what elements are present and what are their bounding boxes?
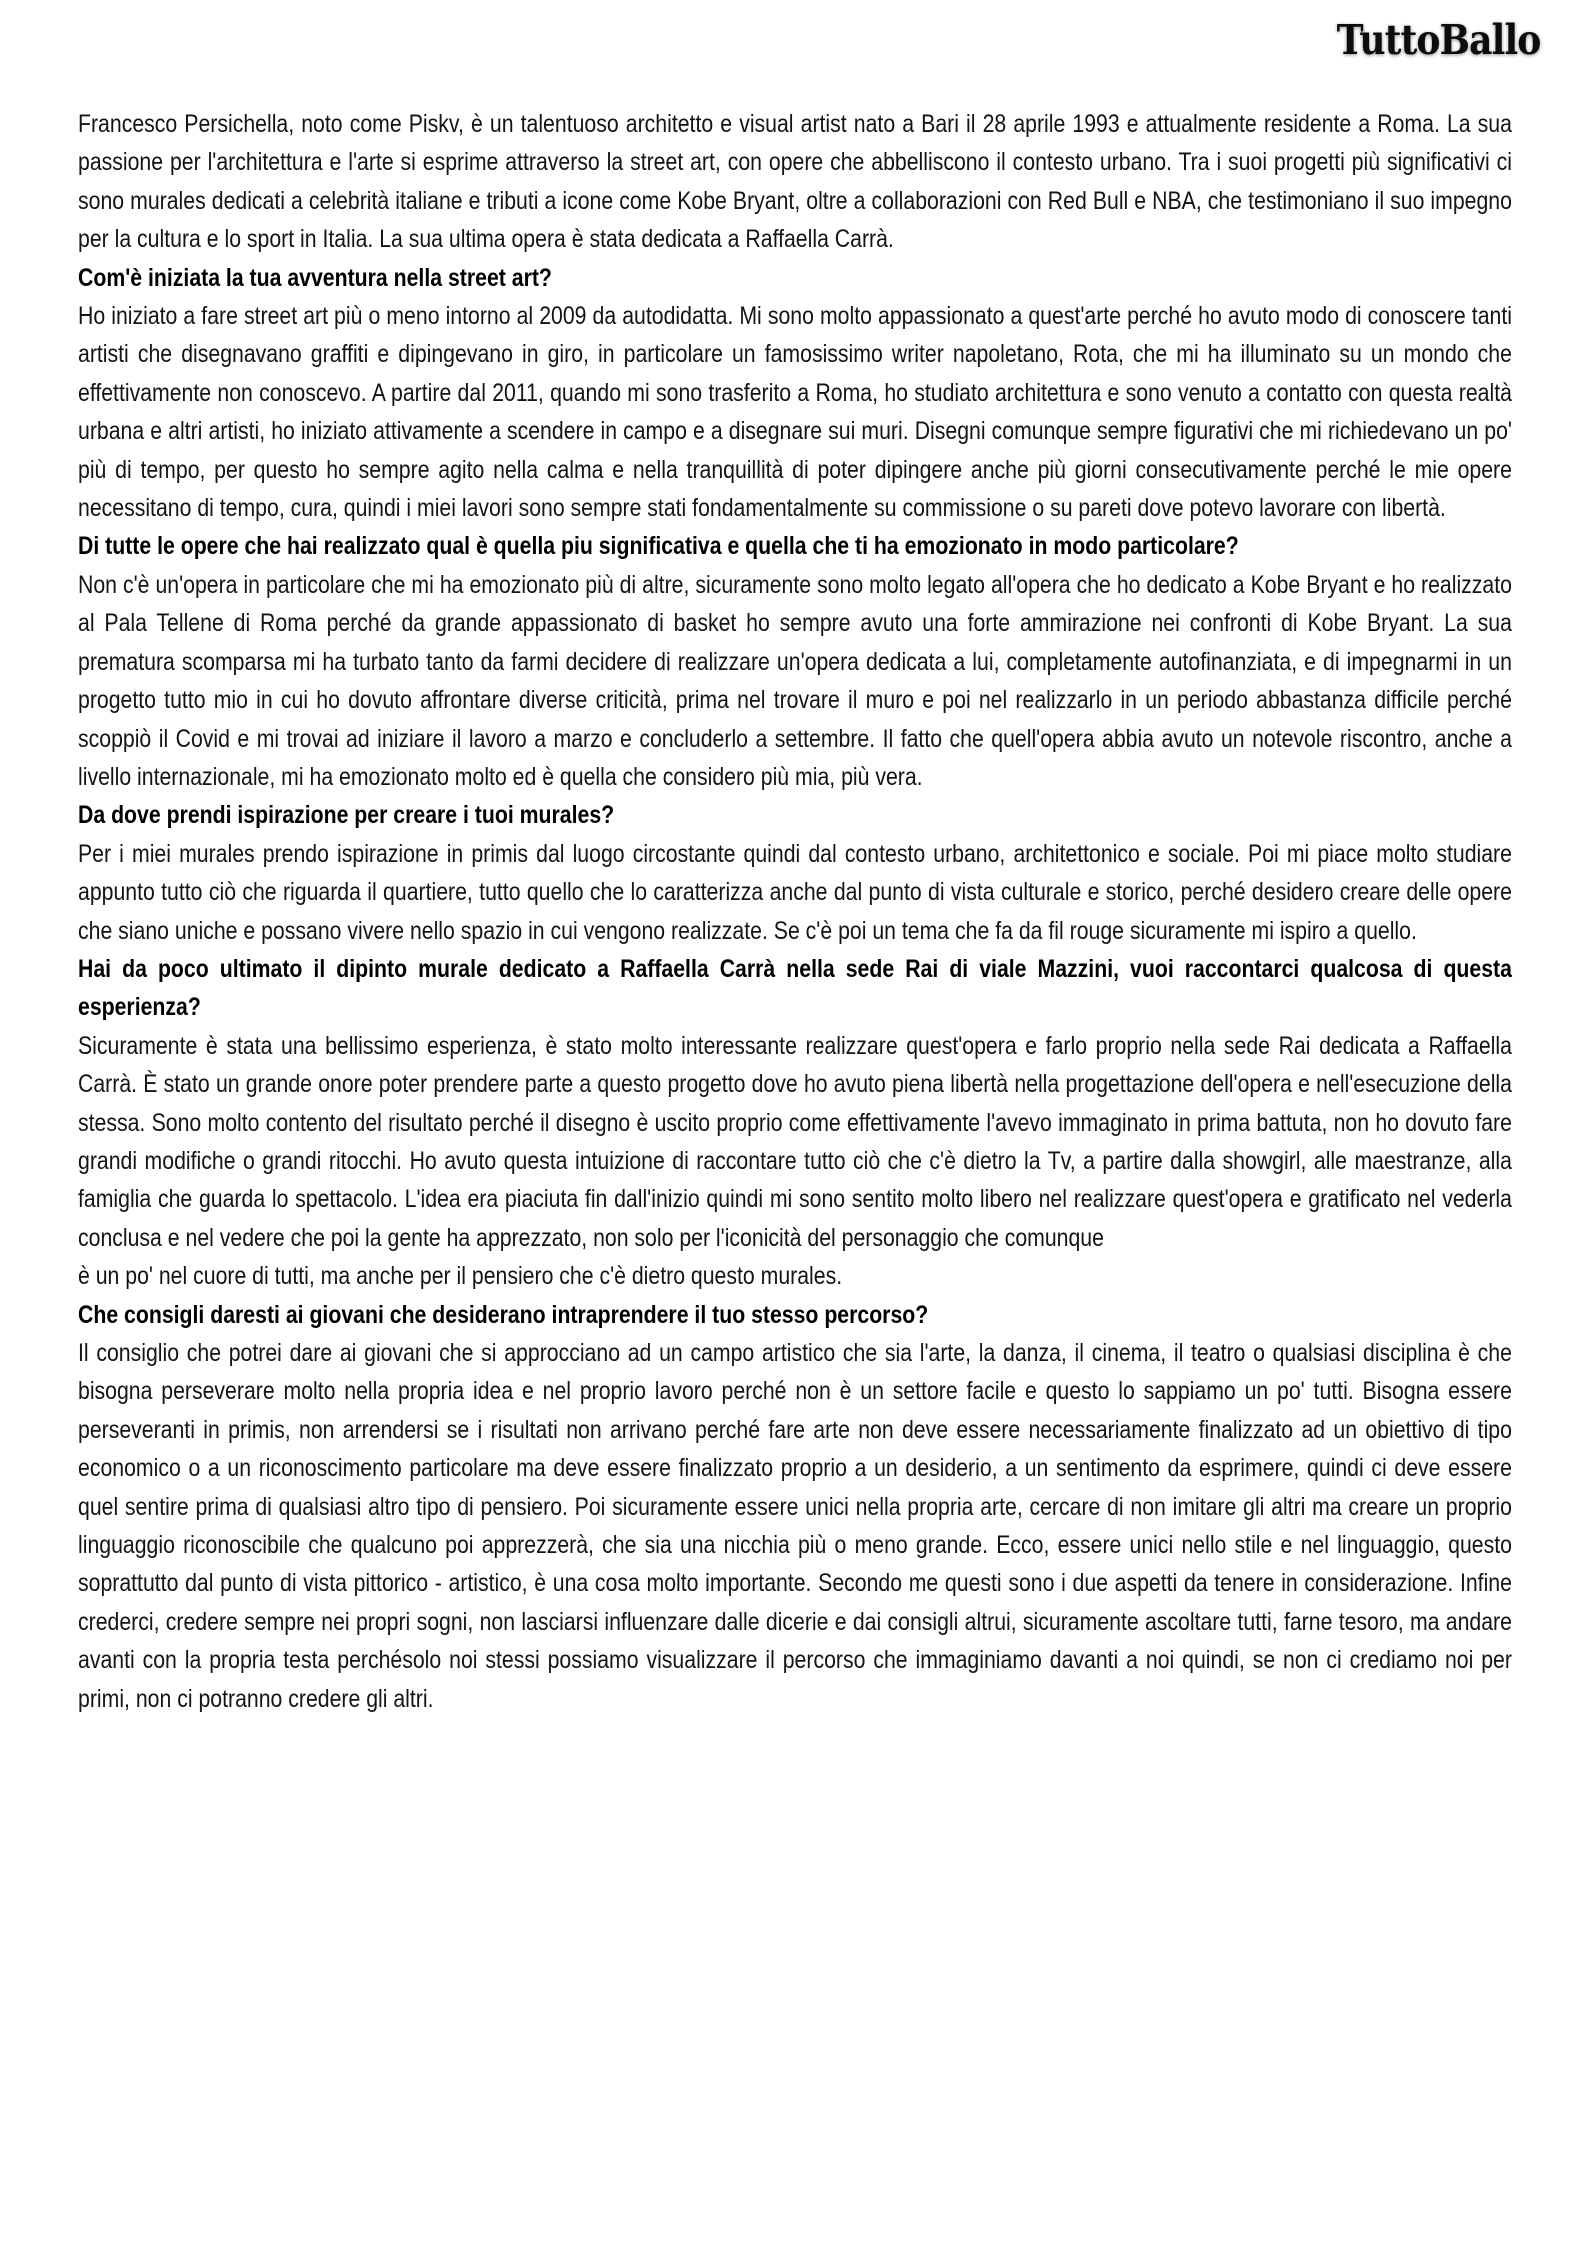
question-raffaella-carra-mural: Hai da poco ultimato il dipinto murale dedicato a Raffaella Carrà nella sede Rai di viale Mazzini, vuoi raccontarci qualcosa di questa esperienza? xyxy=(78,954,1512,1022)
answer-mural-inspiration: Per i miei murales prendo ispirazione in primis dal luogo circostante quindi dal contesto urbano, architettonico e sociale. Poi mi piace molto studiare appunto tutto ciò che riguarda il quartiere, tutto quello che lo caratterizza anche dal punto di vista culturale e storico, perché desidero creare delle opere che siano uniche e possano vivere nello spazio in cui vengono realizzate. Se c'è poi un tema che fa da fil rouge sicuramente mi ispiro a quello. xyxy=(78,839,1512,945)
question-advice-young-artists: Che consigli daresti ai giovani che desiderano intraprendere il tuo stesso percorso? xyxy=(78,1300,929,1329)
question-most-significant-work: Di tutte le opere che hai realizzato qual è quella piu significativa e quella che ti ha emozionato in modo particolare? xyxy=(78,532,1239,561)
answer-street-art-start: Ho iniziato a fare street art più o meno intorno al 2009 da autodidatta. Mi sono molto appassionato a quest'arte perché ho avuto modo di conoscere tanti artisti che disegnavano graffiti e dipingevano in giro, in particolare un famosissimo writer napoletano, Rota, che mi ha illuminato su un mondo che effettivamente non conoscevo. A partire dal 2011, quando mi sono trasferito a Roma, ho studiato architettura e sono venuto a contatto con questa realtà urbana e altri artisti, ho iniziato attivamente a scendere in campo e a disegnare sui muri. Disegni comunque sempre figurativi che mi richiedevano un po' più di tempo, per questo ho sempre agito nella calma e nella tranquillità di poter dipingere anche più giorni consecutivamente perché le mie opere necessitano di tempo, cura, quindi i miei lavori sono sempre stati fondamentalmente su commissione o su pareti dove potevo lavorare con libertà. xyxy=(78,302,1512,523)
answer-most-significant-work: Non c'è un'opera in particolare che mi ha emozionato più di altre, sicuramente sono molto legato all'opera che ho dedicato a Kobe Bryant e ho realizzato al Pala Tellene di Roma perché da grande appassionato di basket ho sempre avuto una forte ammirazione nei confronti di Kobe Bryant. La sua prematura scomparsa mi ha turbato tanto da farmi decidere di realizzare un'opera dedicata a lui, completamente autofinanziata, e di impegnarmi in un progetto tutto mio in cui ho dovuto affrontare diverse criticità, prima nel trovare il muro e poi nel realizzarlo in un periodo abbastanza difficile perché scoppiò il Covid e mi trovai ad iniziare il lavoro a marzo e concluderlo a settembre. Il fatto che quell'opera abbia avuto un notevole riscontro, anche a livello internazionale, mi ha emozionato molto ed è quella che considero più mia, più vera. xyxy=(78,570,1512,791)
question-mural-inspiration: Da dove prendi ispirazione per creare i tuoi murales? xyxy=(78,801,615,830)
answer-advice-young-artists: Il consiglio che potrei dare ai giovani che si approcciano ad un campo artistico che sia l'arte, la danza, il cinema, il teatro o qualsiasi disciplina è che bisogna perseverare molto nella propria idea e nel proprio lavoro perché non è un settore facile e questo lo sappiamo un po' tutti. Bisogna essere perseveranti in primis, non arrendersi se i risultati non arrivano perché fare arte non deve essere necessariamente finalizzato ad un obiettivo di tipo economico o a un riconoscimento particolare ma deve essere finalizzato proprio a un desiderio, a un sentimento da esprimere, quindi ci deve essere quel sentire prima di qualsiasi altro tipo di pensiero. Poi sicuramente essere unici nella propria arte, cercare di non imitare gli altri ma creare un proprio linguaggio riconoscibile che qualcuno poi apprezzerà, che sia una nicchia più o meno grande. Ecco, essere unici nello stile e nel linguaggio, questo soprattutto dal punto di vista pittorico - artistico, è una cosa molto importante. Secondo me questi sono i due aspetti da tenere in considerazione. Infine crederci, credere sempre nei propri sogni, non lasciarsi influenzare dalle dicerie e dai consigli altrui, sicuramente ascoltare tutti, farne tesoro, ma andare avanti con la propria testa perchésolo noi stessi possiamo visualizzare il percorso che immaginiamo davanti a noi quindi, se non ci crediamo noi per primi, non ci potranno credere gli altri. xyxy=(78,1339,1512,1713)
brand-logo: TuttoBallo xyxy=(1336,16,1540,64)
answer-raffaella-carra-mural-continued: è un po' nel cuore di tutti, ma anche per il pensiero che c'è dietro questo murales. xyxy=(78,1262,843,1291)
intro-paragraph: Francesco Persichella, noto come Piskv, è un talentuoso architetto e visual artist nato a Bari il 28 aprile 1993 e attualmente residente a Roma. La sua passione per l'architettura e l'arte si esprime attraverso la street art, con opere che abbelliscono il contesto urbano. Tra i suoi progetti più significativi ci sono murales dedicati a celebrità italiane e tributi a icone come Kobe Bryant, oltre a collaborazioni con Red Bull e NBA, che testimoniano il suo impegno per la cultura e lo sport in Italia. La sua ultima opera è stata dedicata a Raffaella Carrà. xyxy=(78,110,1512,254)
question-street-art-start: Com'è iniziata la tua avventura nella street art? xyxy=(78,263,552,292)
answer-raffaella-carra-mural: Sicuramente è stata una bellissimo esperienza, è stato molto interessante realizzare quest'opera e farlo proprio nella sede Rai dedicata a Raffaella Carrà. È stato un grande onore poter prendere parte a questo progetto dove ho avuto piena libertà nella progettazione dell'opera e nell'esecuzione della stessa. Sono molto contento del risultato perché il disegno è uscito proprio come effettivamente l'avevo immaginato in prima battuta, non ho dovuto fare grandi modifiche o grandi ritocchi. Ho avuto questa intuizione di raccontare tutto ciò che c'è dietro la Tv, a partire dalla showgirl, alle maestranze, alla famiglia che guarda lo spettacolo. L'idea era piaciuta fin dall'inizio quindi mi sono sentito molto libero nel realizzare quest'opera e gratificato nel vederla conclusa e nel vedere che poi la gente ha apprezzato, non solo per l'iconicità del personaggio che comunque xyxy=(78,1031,1512,1252)
interview-article xyxy=(78,105,1512,1718)
